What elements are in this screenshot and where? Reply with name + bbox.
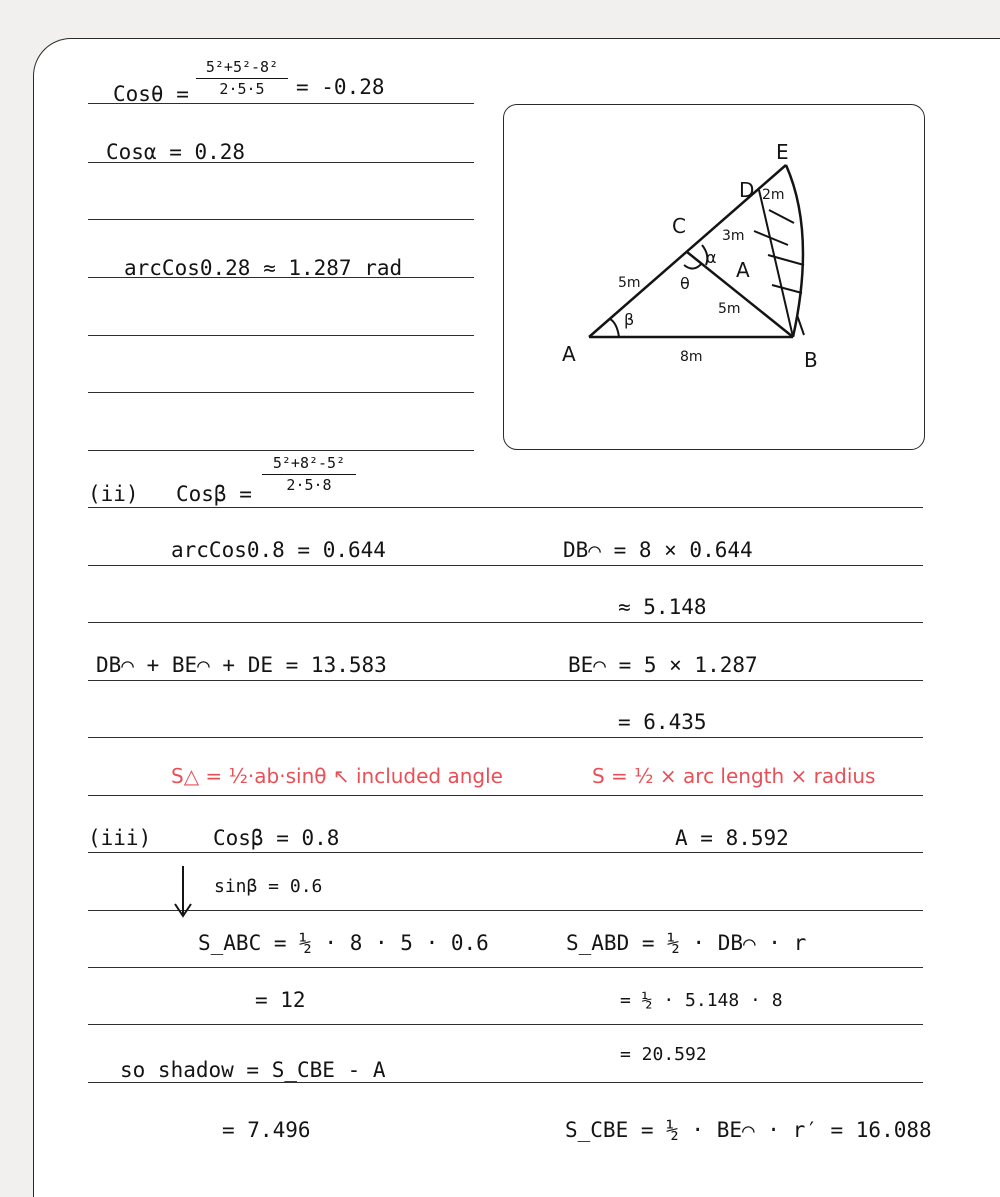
ruled-line bbox=[88, 910, 923, 911]
sector-area-value: A = 8.592 bbox=[675, 826, 789, 850]
ruled-line bbox=[88, 852, 923, 853]
ruled-line bbox=[88, 622, 923, 623]
cos-theta-lhs: Cosθ = bbox=[113, 82, 189, 106]
label-AB-length: 8m bbox=[680, 349, 703, 365]
geometry-figure bbox=[503, 104, 925, 450]
ruled-line bbox=[88, 335, 474, 336]
sin-beta-value: sinβ = 0.6 bbox=[214, 876, 323, 897]
cos-alpha-line: Cosα = 0.28 bbox=[106, 140, 246, 164]
cos-theta-result: = -0.28 bbox=[296, 75, 385, 99]
triangle-area-formula-note: S△ = ½·ab·sinθ ↖ included angle bbox=[171, 764, 503, 788]
label-beta: β bbox=[624, 310, 635, 329]
beta-angle-mark bbox=[610, 319, 619, 337]
ruled-line bbox=[88, 967, 923, 968]
cos-theta-fraction bbox=[196, 60, 288, 97]
ruled-line bbox=[88, 1082, 923, 1083]
cos-beta-value: Cosβ = 0.8 bbox=[213, 826, 340, 850]
label-AC-length: 5m bbox=[618, 275, 641, 291]
arc-EB bbox=[786, 165, 803, 337]
shadow-area-line: so shadow = S_CBE - A bbox=[120, 1058, 386, 1082]
label-A: A bbox=[562, 342, 576, 366]
arc-DB-result: ≈ 5.148 bbox=[618, 595, 707, 619]
area-CBE-line: S_CBE = ½ · BE⌒ · r′ = 16.088 bbox=[565, 1118, 932, 1142]
ruled-line bbox=[88, 507, 923, 508]
ruled-line bbox=[88, 565, 923, 566]
ruled-line bbox=[88, 680, 923, 681]
cos-beta-fraction bbox=[262, 456, 356, 493]
triangle-sector-diagram bbox=[504, 105, 924, 449]
down-arrow-icon bbox=[168, 864, 198, 924]
label-B: B bbox=[804, 348, 818, 372]
arccos-alpha-line: arcCos0.28 ≈ 1.287 rad bbox=[124, 256, 403, 280]
side-AE bbox=[589, 165, 786, 337]
ruled-line bbox=[88, 737, 923, 738]
ruled-line bbox=[88, 219, 474, 220]
label-D: D bbox=[739, 178, 755, 202]
label-E: E bbox=[776, 140, 789, 164]
area-ABC-line: S_ABC = ½ · 8 · 5 · 0.6 bbox=[198, 931, 489, 955]
cos-theta-numerator: 5²+5²-8² bbox=[205, 58, 279, 76]
part-iii-label: (iii) bbox=[88, 826, 152, 850]
part-ii-label: (ii) bbox=[88, 482, 139, 506]
label-alpha: α bbox=[706, 248, 717, 267]
area-ABD-line: S_ABD = ½ · DB⌒ · r bbox=[566, 931, 807, 955]
label-theta: θ bbox=[680, 274, 690, 293]
arc-DB-line: DB⌒ = 8 × 0.644 bbox=[563, 538, 753, 562]
ruled-line bbox=[88, 795, 923, 796]
area-ABC-result: = 12 bbox=[255, 988, 306, 1012]
ruled-line bbox=[88, 450, 474, 451]
cos-beta-denominator: 2·5·8 bbox=[286, 476, 332, 494]
shadow-area-result: = 7.496 bbox=[222, 1118, 311, 1142]
label-CD-length: 3m bbox=[722, 228, 745, 244]
cos-beta-numerator: 5²+8²-5² bbox=[272, 454, 346, 472]
label-C: C bbox=[672, 214, 686, 238]
theta-angle-mark bbox=[684, 263, 702, 269]
area-ABD-result: = 20.592 bbox=[620, 1044, 707, 1065]
arc-BE-result: = 6.435 bbox=[618, 710, 707, 734]
ruled-line bbox=[88, 1024, 923, 1025]
cos-beta-lhs: Cosβ = bbox=[176, 482, 252, 506]
area-ABD-substitution: = ½ · 5.148 · 8 bbox=[620, 990, 783, 1011]
cos-theta-denominator: 2·5·5 bbox=[219, 80, 265, 98]
ruled-line bbox=[88, 392, 474, 393]
perimeter-sum-line: DB⌒ + BE⌒ + DE = 13.583 bbox=[96, 653, 387, 677]
arc-BE-line: BE⌒ = 5 × 1.287 bbox=[568, 653, 758, 677]
label-DE-length: 2m bbox=[762, 187, 785, 203]
label-sector-A: A bbox=[736, 258, 750, 282]
arccos-beta-line: arcCos0.8 = 0.644 bbox=[171, 538, 386, 562]
fraction-bar bbox=[196, 78, 288, 79]
fraction-bar bbox=[262, 474, 356, 475]
sector-area-formula-note: S = ½ × arc length × radius bbox=[592, 764, 876, 788]
label-CB-length: 5m bbox=[718, 301, 741, 317]
